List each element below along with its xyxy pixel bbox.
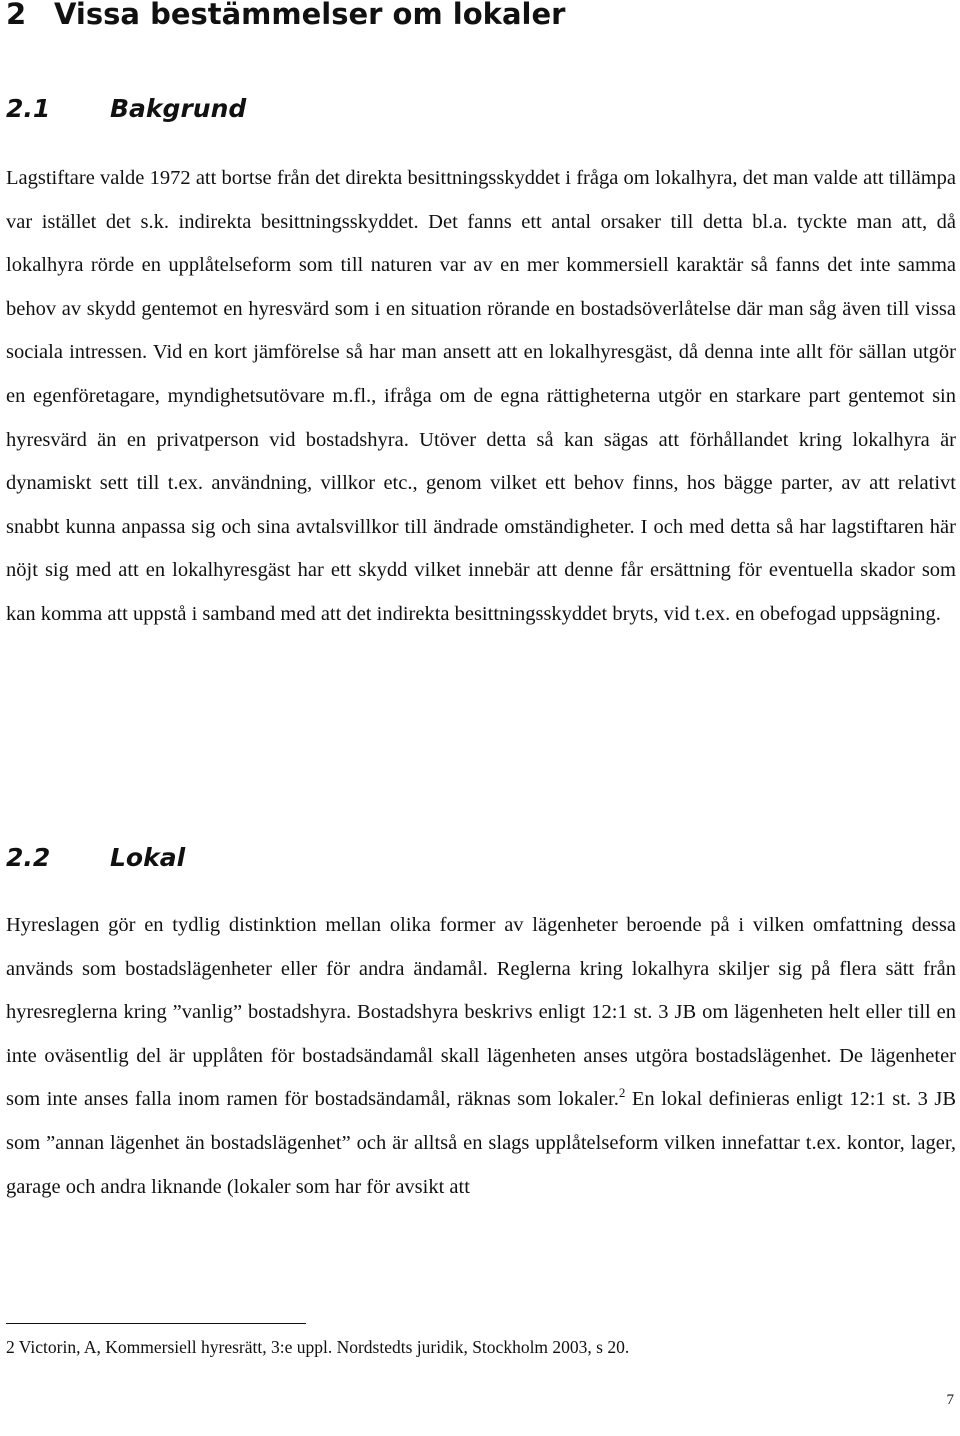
chapter-heading (6, 0, 565, 34)
body-paragraph-background: Lagstiftare valde 1972 att bortse från det direkta besittningsskyddet i fråga om lokalhyra, det man valde att tillämpa var istället det s.k. indirekta besittningsskyddet. Det fanns ett antal orsaker till detta bl.a. tyckte man att, då lokalhyra rörde en upplåtelseform som till naturen var av en mer kommersiell karaktär så fanns det inte samma behov av skydd gentemot en hyresvärd som i en situation rörande en bostadsöverlåtelse där man såg även till vissa sociala intressen. Vid en kort jämförelse så har man ansett att en lokalhyresgäst, då denna inte allt för sällan utgör en egenföretagare, myndighetsutövare m.fl., ifråga om de egna rättigheterna utgör en starkare part gentemot sin hyresvärd än en privatperson vid bostadshyra. Utöver detta så kan sägas att förhållandet kring lokalhyra är dynamiskt sett till t.ex. användning, villkor etc., genom vilket ett behov finns, hos bägge parter, av att relativt snabbt kunna anpassa sig och sina avtalsvillkor till ändrade omständigheter. I och med detta så har lagstiftaren här nöjt sig med att en lokalhyresgäst har ett skydd vilket innebär att denne får ersättning för eventuella skador som kan komma att uppstå i samband med att det indirekta besittningsskyddet bryts, vid t.ex. en obefogad uppsägning. (6, 167, 956, 625)
section-heading-lokal (6, 841, 185, 875)
chapter-number: 2 (6, 0, 27, 31)
page-number: 7 (946, 1392, 954, 1408)
paragraph-text-continued: En lokal definieras enligt 12:1 st. 3 JB som ”annan lägenhet än bostadslägenhet” och är alltså en slags upplåtelseform vilken innefattar t.ex. kontor, lager, garage och andra liknande (lokaler som har för avsikt att (6, 1088, 956, 1198)
section-title: Lokal (110, 843, 186, 872)
footnote: 2 Victorin, A, Kommersiell hyresrätt, 3:e uppl. Nordstedts juridik, Stockholm 2003, s 20. (6, 1337, 630, 1357)
chapter-title: Vissa bestämmelser om lokaler (54, 0, 566, 31)
paragraph-text: Hyreslagen gör en tydlig distinktion mellan olika former av lägenheter beroende på i vilken omfattning dessa används som bostadslägenheter eller för andra ändamål. Reglerna kring lokalhyra skiljer sig på flera sätt från hyresreglerna kring ”vanlig” bostadshyra. Bostadshyra beskrivs enligt 12:1 st. 3 JB om lägenheten helt eller till en inte oväsentlig del är upplåten för bostadsändamål skall lägenheten anses utgöra bostadslägenhet. De lägenheter som inte anses falla inom ramen för bostadsändamål, räknas som lokaler. (6, 914, 956, 1111)
section-number: 2.1 (6, 94, 51, 123)
section-title: Bakgrund (110, 94, 247, 123)
section-heading-background (6, 92, 246, 126)
body-paragraph-lokal (6, 904, 956, 1209)
footnote-reference: 2 (618, 1085, 626, 1101)
footnote-separator (6, 1323, 306, 1324)
section-number: 2.2 (6, 843, 51, 872)
